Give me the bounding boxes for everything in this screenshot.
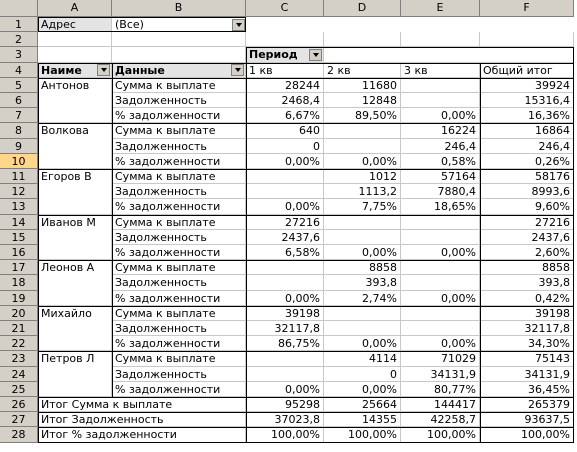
metric-label: % задолженности bbox=[112, 382, 246, 397]
pivot-border-line bbox=[38, 306, 574, 307]
empty-cell bbox=[38, 108, 112, 123]
empty-cell bbox=[480, 32, 574, 47]
empty-cell bbox=[38, 139, 112, 154]
value-total: 34131,9 bbox=[480, 367, 574, 382]
metric-label: Сумма к выплате bbox=[112, 78, 246, 93]
value-q3 bbox=[401, 215, 480, 230]
metric-label: Задолженность bbox=[112, 367, 246, 382]
person-name: Михайло bbox=[38, 306, 112, 321]
value-q1 bbox=[246, 275, 324, 290]
pivot-border-line bbox=[480, 63, 481, 443]
total-label: Итог Задолженность bbox=[38, 412, 246, 427]
value-total: 58176 bbox=[480, 169, 574, 184]
value-q3: 0,58% bbox=[401, 154, 480, 169]
total-q2: 14355 bbox=[324, 412, 401, 427]
row-header-26[interactable]: 26 bbox=[0, 397, 38, 412]
empty-cell bbox=[246, 32, 324, 47]
value-q2: 4114 bbox=[324, 351, 401, 366]
row-header-4[interactable]: 4 bbox=[0, 63, 38, 78]
value-q3: 246,4 bbox=[401, 139, 480, 154]
value-q3: 0,00% bbox=[401, 291, 480, 306]
value-q2: 8858 bbox=[324, 260, 401, 275]
value-q2: 0,00% bbox=[324, 154, 401, 169]
pivot-border-line bbox=[38, 17, 39, 32]
value-q1: 0,00% bbox=[246, 382, 324, 397]
row-header-2[interactable]: 2 bbox=[0, 32, 38, 47]
pivot-border-line bbox=[38, 63, 39, 443]
metric-label: Сумма к выплате bbox=[112, 306, 246, 321]
value-q2: 0 bbox=[324, 367, 401, 382]
pivot-border-line bbox=[38, 215, 574, 216]
empty-cell bbox=[38, 230, 112, 245]
column-header-b[interactable]: B bbox=[112, 0, 246, 17]
pivot-border-line bbox=[246, 47, 574, 48]
value-q2: 0,00% bbox=[324, 382, 401, 397]
value-total: 75143 bbox=[480, 351, 574, 366]
value-q1: 28244 bbox=[246, 78, 324, 93]
pivot-border-line bbox=[38, 260, 574, 261]
value-q3: 80,77% bbox=[401, 382, 480, 397]
total-q2: 25664 bbox=[324, 397, 401, 412]
value-q1: 0,00% bbox=[246, 291, 324, 306]
value-q1: 32117,8 bbox=[246, 321, 324, 336]
empty-cell bbox=[38, 245, 112, 260]
pivot-border-line bbox=[573, 47, 574, 442]
value-total: 32117,8 bbox=[480, 321, 574, 336]
value-q1: 6,67% bbox=[246, 108, 324, 123]
row-header-14[interactable]: 14 bbox=[0, 215, 38, 230]
value-q3 bbox=[401, 275, 480, 290]
empty-cell bbox=[38, 154, 112, 169]
value-q2: 89,50% bbox=[324, 108, 401, 123]
row-header-19[interactable]: 19 bbox=[0, 291, 38, 306]
value-q3: 0,00% bbox=[401, 108, 480, 123]
metric-label: Задолженность bbox=[112, 275, 246, 290]
value-q2: 0,00% bbox=[324, 336, 401, 351]
person-name: Егоров В bbox=[38, 169, 112, 184]
value-q3 bbox=[401, 230, 480, 245]
pivot-border-line bbox=[38, 442, 574, 443]
row-header-13[interactable]: 13 bbox=[0, 199, 38, 214]
metric-label: Задолженность bbox=[112, 184, 246, 199]
empty-cell bbox=[38, 382, 112, 397]
name-field[interactable]: Наиме bbox=[38, 63, 112, 78]
row-header-27[interactable]: 27 bbox=[0, 412, 38, 427]
value-q1 bbox=[246, 351, 324, 366]
value-q2: 11680 bbox=[324, 78, 401, 93]
metric-label: Сумма к выплате bbox=[112, 169, 246, 184]
person-name: Иванов М bbox=[38, 215, 112, 230]
data-field[interactable]: Данные bbox=[112, 63, 246, 78]
total-q1: 37023,8 bbox=[246, 412, 324, 427]
value-q1: 0,00% bbox=[246, 154, 324, 169]
value-q1 bbox=[246, 184, 324, 199]
pivot-border-line bbox=[246, 47, 247, 442]
value-q3: 16224 bbox=[401, 123, 480, 138]
total-total: 265379 bbox=[480, 397, 574, 412]
pivot-border-line bbox=[38, 17, 246, 18]
empty-cell bbox=[324, 32, 401, 47]
value-q3: 57164 bbox=[401, 169, 480, 184]
value-total: 16,36% bbox=[480, 108, 574, 123]
value-total: 393,8 bbox=[480, 275, 574, 290]
empty-cell bbox=[38, 32, 112, 47]
row-header-11[interactable]: 11 bbox=[0, 169, 38, 184]
pivot-border-line bbox=[246, 78, 574, 79]
column-header-e[interactable]: E bbox=[401, 0, 480, 17]
row-header-18[interactable]: 18 bbox=[0, 275, 38, 290]
column-header-d[interactable]: D bbox=[324, 0, 401, 17]
value-total: 2437,6 bbox=[480, 230, 574, 245]
row-header-5[interactable]: 5 bbox=[0, 78, 38, 93]
value-q3: 0,00% bbox=[401, 336, 480, 351]
total-q1: 100,00% bbox=[246, 427, 324, 442]
value-q3: 34131,9 bbox=[401, 367, 480, 382]
row-header-16[interactable]: 16 bbox=[0, 245, 38, 260]
value-total: 0,42% bbox=[480, 291, 574, 306]
value-total: 8858 bbox=[480, 260, 574, 275]
row-header-9[interactable]: 9 bbox=[0, 139, 38, 154]
chevron-down-icon bbox=[235, 68, 241, 72]
row-header-1[interactable]: 1 bbox=[0, 17, 38, 32]
value-q1: 2468,4 bbox=[246, 93, 324, 108]
value-total: 0,26% bbox=[480, 154, 574, 169]
row-header-28[interactable]: 28 bbox=[0, 427, 38, 442]
value-total: 39198 bbox=[480, 306, 574, 321]
person-name: Волкова bbox=[38, 123, 112, 138]
value-q1 bbox=[246, 260, 324, 275]
total-q2: 100,00% bbox=[324, 427, 401, 442]
value-total: 36,45% bbox=[480, 382, 574, 397]
metric-label: % задолженности bbox=[112, 199, 246, 214]
pivot-border-line bbox=[38, 412, 574, 413]
metric-label: % задолженности bbox=[112, 154, 246, 169]
value-q1: 0 bbox=[246, 139, 324, 154]
value-q2: 1113,2 bbox=[324, 184, 401, 199]
empty-cell bbox=[38, 321, 112, 336]
value-q2 bbox=[324, 139, 401, 154]
metric-label: % задолженности bbox=[112, 108, 246, 123]
row-header-3[interactable]: 3 bbox=[0, 47, 38, 62]
value-total: 246,4 bbox=[480, 139, 574, 154]
metric-label: Задолженность bbox=[112, 93, 246, 108]
metric-label: Сумма к выплате bbox=[112, 215, 246, 230]
value-q2: 393,8 bbox=[324, 275, 401, 290]
header-q1: 1 кв bbox=[246, 63, 324, 78]
empty-cell bbox=[38, 275, 112, 290]
row-header-15[interactable]: 15 bbox=[0, 230, 38, 245]
value-q2: 0,00% bbox=[324, 245, 401, 260]
metric-label: Сумма к выплате bbox=[112, 260, 246, 275]
filter-value[interactable]: (Все) bbox=[112, 17, 246, 32]
row-header-10[interactable]: 10 bbox=[0, 154, 38, 169]
row-header-20[interactable]: 20 bbox=[0, 306, 38, 321]
value-q2: 1012 bbox=[324, 169, 401, 184]
header-q3: 3 кв bbox=[401, 63, 480, 78]
row-header-8[interactable]: 8 bbox=[0, 123, 38, 138]
column-header-a[interactable]: A bbox=[38, 0, 112, 17]
total-q1: 95298 bbox=[246, 397, 324, 412]
value-q3 bbox=[401, 321, 480, 336]
total-total: 93637,5 bbox=[480, 412, 574, 427]
pivot-border-line bbox=[38, 397, 574, 398]
column-header-f[interactable]: F bbox=[480, 0, 574, 17]
value-total: 2,60% bbox=[480, 245, 574, 260]
person-name: Петров Л bbox=[38, 351, 112, 366]
filter-dropdown-button[interactable] bbox=[232, 19, 245, 31]
row-header-21[interactable]: 21 bbox=[0, 321, 38, 336]
value-q3 bbox=[401, 260, 480, 275]
total-total: 100,00% bbox=[480, 427, 574, 442]
value-q1: 640 bbox=[246, 123, 324, 138]
person-name: Антонов bbox=[38, 78, 112, 93]
row-header-12[interactable]: 12 bbox=[0, 184, 38, 199]
row-header-17[interactable]: 17 bbox=[0, 260, 38, 275]
value-q1 bbox=[246, 367, 324, 382]
metric-label: Сумма к выплате bbox=[112, 123, 246, 138]
value-q3: 7880,4 bbox=[401, 184, 480, 199]
empty-cell bbox=[38, 336, 112, 351]
value-q1: 39198 bbox=[246, 306, 324, 321]
pivot-border-line bbox=[112, 63, 113, 397]
row-header-7[interactable]: 7 bbox=[0, 108, 38, 123]
total-label: Итог % задолженности bbox=[38, 427, 246, 442]
empty-cell bbox=[112, 32, 246, 47]
metric-label: Задолженность bbox=[112, 230, 246, 245]
value-total: 9,60% bbox=[480, 199, 574, 214]
value-q3 bbox=[401, 78, 480, 93]
value-q2 bbox=[324, 321, 401, 336]
empty-cell bbox=[112, 47, 246, 62]
value-q2: 2,74% bbox=[324, 291, 401, 306]
total-label: Итог Сумма к выплате bbox=[38, 397, 246, 412]
empty-cell bbox=[401, 32, 480, 47]
value-total: 15316,4 bbox=[480, 93, 574, 108]
metric-label: % задолженности bbox=[112, 336, 246, 351]
value-q3: 18,65% bbox=[401, 199, 480, 214]
metric-label: Сумма к выплате bbox=[112, 351, 246, 366]
value-q2 bbox=[324, 306, 401, 321]
row-header-6[interactable]: 6 bbox=[0, 93, 38, 108]
pivot-border-line bbox=[38, 123, 574, 124]
row-header-24[interactable]: 24 bbox=[0, 367, 38, 382]
value-total: 34,30% bbox=[480, 336, 574, 351]
row-header-23[interactable]: 23 bbox=[0, 351, 38, 366]
chevron-down-icon bbox=[236, 23, 242, 27]
name-dropdown-button[interactable] bbox=[97, 64, 110, 76]
metric-label: Задолженность bbox=[112, 321, 246, 336]
value-q2: 12848 bbox=[324, 93, 401, 108]
metric-label: % задолженности bbox=[112, 291, 246, 306]
header-q2: 2 кв bbox=[324, 63, 401, 78]
value-q1: 27216 bbox=[246, 215, 324, 230]
row-header-22[interactable]: 22 bbox=[0, 336, 38, 351]
period-dropdown-button[interactable] bbox=[309, 49, 322, 61]
pivot-border-line bbox=[38, 78, 246, 79]
value-q3: 0,00% bbox=[401, 245, 480, 260]
data-dropdown-button[interactable] bbox=[231, 64, 244, 76]
value-total: 8993,6 bbox=[480, 184, 574, 199]
total-q3: 100,00% bbox=[401, 427, 480, 442]
empty-cell bbox=[38, 291, 112, 306]
pivot-border-line bbox=[38, 351, 574, 352]
value-total: 16864 bbox=[480, 123, 574, 138]
total-q3: 144417 bbox=[401, 397, 480, 412]
total-q3: 42258,7 bbox=[401, 412, 480, 427]
value-q1: 2437,6 bbox=[246, 230, 324, 245]
empty-cell bbox=[38, 47, 112, 62]
value-q3 bbox=[401, 93, 480, 108]
value-q1: 6,58% bbox=[246, 245, 324, 260]
column-header-c[interactable]: C bbox=[246, 0, 324, 17]
chevron-down-icon bbox=[101, 68, 107, 72]
row-header-25[interactable]: 25 bbox=[0, 382, 38, 397]
value-q1: 86,75% bbox=[246, 336, 324, 351]
value-q3 bbox=[401, 306, 480, 321]
select-all-corner[interactable] bbox=[0, 0, 38, 17]
empty-cell bbox=[324, 47, 574, 62]
metric-label: % задолженности bbox=[112, 245, 246, 260]
value-total: 39924 bbox=[480, 78, 574, 93]
pivot-border-line bbox=[245, 17, 246, 32]
chevron-down-icon bbox=[313, 53, 319, 57]
filter-label: Адрес bbox=[38, 17, 112, 32]
value-q1: 0,00% bbox=[246, 199, 324, 214]
value-q2 bbox=[324, 230, 401, 245]
value-q2 bbox=[324, 215, 401, 230]
pivot-border-line bbox=[38, 31, 246, 32]
period-field[interactable]: Период bbox=[246, 47, 324, 62]
pivot-border-line bbox=[38, 169, 574, 170]
person-name: Леонов А bbox=[38, 260, 112, 275]
value-q2: 7,75% bbox=[324, 199, 401, 214]
empty-cell bbox=[38, 184, 112, 199]
header-total: Общий итог bbox=[480, 63, 574, 78]
empty-cell bbox=[38, 93, 112, 108]
empty-cell bbox=[38, 367, 112, 382]
value-q1 bbox=[246, 169, 324, 184]
empty-cell bbox=[38, 199, 112, 214]
value-q3: 71029 bbox=[401, 351, 480, 366]
pivot-border-line bbox=[38, 427, 574, 428]
value-q2 bbox=[324, 123, 401, 138]
metric-label: Задолженность bbox=[112, 139, 246, 154]
pivot-border-line bbox=[38, 63, 574, 64]
value-total: 27216 bbox=[480, 215, 574, 230]
